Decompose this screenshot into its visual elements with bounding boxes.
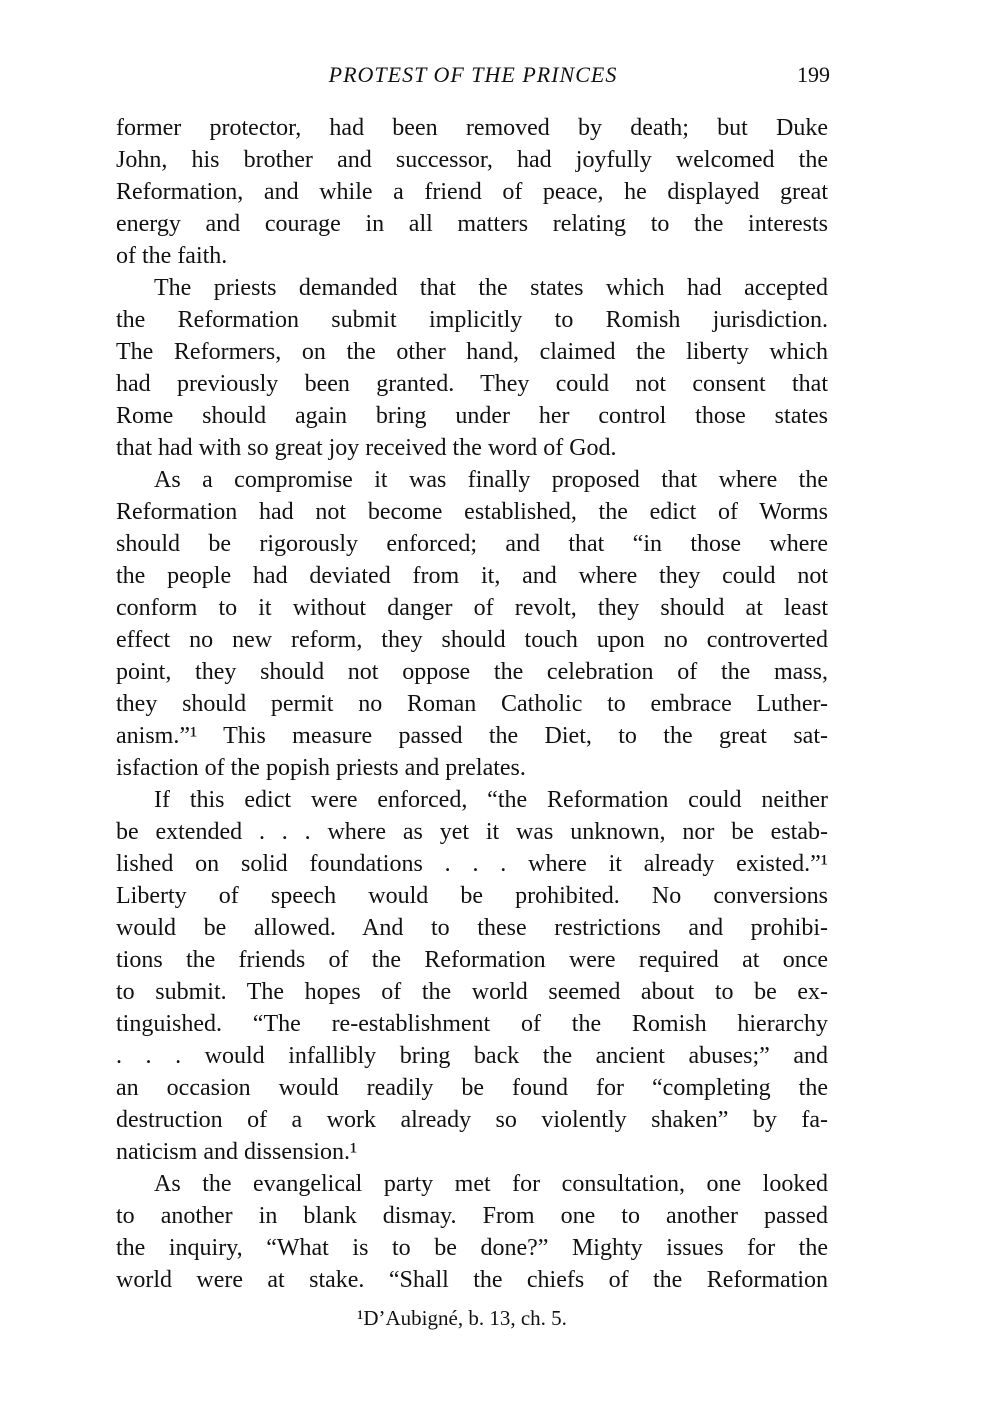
text-line: Liberty of speech would be prohibited. No conversions: [116, 883, 828, 909]
text-line: The priests demanded that the states which had accepted: [154, 275, 828, 301]
text-line: they should permit no Roman Catholic to embrace Luther-: [116, 691, 828, 717]
text-line: If this edict were enforced, “the Reformation could neither: [154, 787, 828, 813]
text-line: . . . would infallibly bring back the ancient abuses;” and: [116, 1043, 828, 1069]
paragraph: [116, 784, 828, 1168]
paragraph: [116, 1168, 828, 1296]
text-line: As the evangelical party met for consultation, one looked: [154, 1171, 828, 1197]
text-line: tions the friends of the Reformation were required at once: [116, 947, 828, 973]
text-line: that had with so great joy received the word of God.: [116, 435, 617, 461]
text-line: effect no new reform, they should touch upon no controverted: [116, 627, 828, 653]
text-line: former protector, had been removed by death; but Duke: [116, 115, 828, 141]
footnote: ¹D’Aubigné, b. 13, ch. 5.: [357, 1306, 567, 1330]
text-line: As a compromise it was finally proposed that where the: [154, 467, 828, 493]
text-line: The Reformers, on the other hand, claimed the liberty which: [116, 339, 828, 365]
text-line: point, they should not oppose the celebration of the mass,: [116, 659, 828, 685]
text-line: anism.”¹ This measure passed the Diet, to the great sat-: [116, 723, 828, 749]
text-line: destruction of a work already so violently shaken” by fa-: [116, 1107, 828, 1133]
text-line: John, his brother and successor, had joyfully welcomed the: [116, 147, 828, 173]
paragraph: [116, 112, 828, 272]
text-line: the inquiry, “What is to be done?” Mighty issues for the: [116, 1235, 828, 1261]
text-line: isfaction of the popish priests and prelates.: [116, 755, 526, 781]
text-line: Rome should again bring under her control those states: [116, 403, 828, 429]
text-line: to submit. The hopes of the world seemed about to be ex-: [116, 979, 828, 1005]
text-line: Reformation, and while a friend of peace, he displayed great: [116, 179, 828, 205]
text-line: energy and courage in all matters relating to the interests: [116, 211, 828, 237]
text-line: of the faith.: [116, 243, 228, 269]
text-line: would be allowed. And to these restrictions and prohibi-: [116, 915, 828, 941]
text-line: tinguished. “The re-establishment of the Romish hierarchy: [116, 1011, 828, 1037]
text-line: to another in blank dismay. From one to another passed: [116, 1203, 828, 1229]
text-line: an occasion would readily be found for “completing the: [116, 1075, 828, 1101]
page-header: [116, 58, 830, 92]
text-line: should be rigorously enforced; and that “in those where: [116, 531, 828, 557]
text-line: world were at stake. “Shall the chiefs of the Reformation: [116, 1267, 828, 1293]
text-line: Reformation had not become established, the edict of Worms: [116, 499, 828, 525]
text-line: naticism and dissension.¹: [116, 1139, 358, 1165]
paragraph: [116, 464, 828, 784]
text-line: lished on solid foundations . . . where it already existed.”¹: [116, 851, 828, 877]
page-number: 199: [797, 62, 830, 87]
paragraph: [116, 272, 828, 464]
text-line: be extended . . . where as yet it was unknown, nor be estab-: [116, 819, 828, 845]
text-line: conform to it without danger of revolt, they should at least: [116, 595, 828, 621]
text-line: the Reformation submit implicitly to Romish jurisdiction.: [116, 307, 828, 333]
body-text: [116, 112, 828, 1296]
text-line: the people had deviated from it, and where they could not: [116, 563, 828, 589]
running-title: PROTEST OF THE PRINCES: [328, 62, 618, 87]
text-line: had previously been granted. They could not consent that: [116, 371, 828, 397]
